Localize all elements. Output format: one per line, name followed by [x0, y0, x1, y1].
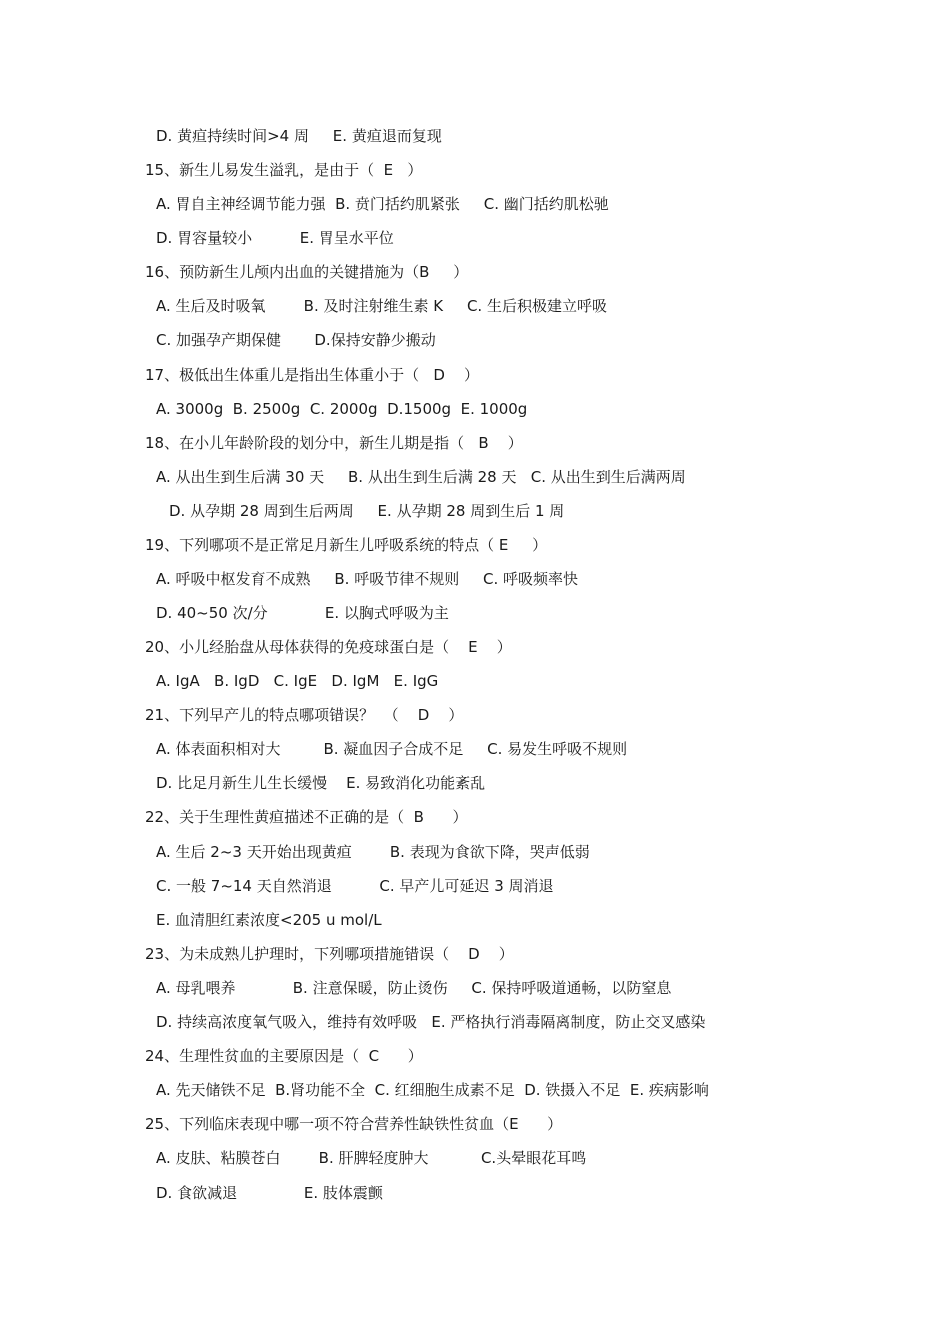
option-line: A. 3000g B. 2500g C. 2000g D.1500g E. 1000g — [156, 400, 528, 418]
option-line: A. 胃自主神经调节能力强 B. 贲门括约肌紧张 C. 幽门括约肌松驰 — [156, 195, 609, 213]
option-line: A. 先天储铁不足 B.肾功能不全 C. 红细胞生成素不足 D. 铁摄入不足 E. 疾病影响 — [156, 1081, 709, 1099]
option-line: D. 持续高浓度氧气吸入，维持有效呼吸 E. 严格执行消毒隔离制度，防止交叉感染 — [156, 1013, 706, 1031]
option-line: A. 呼吸中枢发育不成熟 B. 呼吸节律不规则 C. 呼吸频率快 — [156, 570, 579, 588]
option-line: D. 胃容量较小 E. 胃呈水平位 — [156, 229, 394, 247]
option-line: D. 食欲减退 E. 肢体震颤 — [156, 1184, 383, 1202]
option-line: A. 生后 2~3 天开始出现黄疸 B. 表现为食欲下降，哭声低弱 — [156, 843, 590, 861]
question-line: 20、小儿经胎盘从母体获得的免疫球蛋白是（ E ） — [145, 638, 512, 656]
option-line: D. 40~50 次/分 E. 以胸式呼吸为主 — [156, 604, 449, 622]
question-line: 23、为未成熟儿护理时，下列哪项措施错误（ D ） — [145, 945, 514, 963]
question-line: 22、关于生理性黄疸描述不正确的是（ B ） — [145, 808, 468, 826]
question-line: 24、生理性贫血的主要原因是（ C ） — [145, 1047, 423, 1065]
option-line: E. 血清胆红素浓度<205 u mol/L — [156, 911, 382, 929]
option-line: D. 比足月新生儿生长缓慢 E. 易致消化功能紊乱 — [156, 774, 486, 792]
question-line: 21、下列早产儿的特点哪项错误？ （ D ） — [145, 706, 464, 724]
option-line: C. 一般 7~14 天自然消退 C. 早产儿可延迟 3 周消退 — [156, 877, 554, 895]
question-line: 18、在小儿年龄阶段的划分中，新生儿期是指（ B ） — [145, 434, 523, 452]
option-line: C. 加强孕产期保健 D.保持安静少搬动 — [156, 331, 436, 349]
question-line: 19、下列哪项不是正常足月新生儿呼吸系统的特点（ E ） — [145, 536, 548, 554]
question-line: 16、预防新生儿颅内出血的关键措施为（B ） — [145, 263, 469, 281]
question-line: 17、极低出生体重儿是指出生体重小于（ D ） — [145, 366, 480, 384]
option-line: A. 从出生到生后满 30 天 B. 从出生到生后满 28 天 C. 从出生到生后满两周 — [156, 468, 686, 486]
option-line: A. 皮肤、粘膜苍白 B. 肝脾轻度肿大 C.头晕眼花耳鸣 — [156, 1149, 587, 1167]
question-line: 25、下列临床表现中哪一项不符合营养性缺铁性贫血（E ） — [145, 1115, 563, 1133]
question-line: 15、新生儿易发生溢乳，是由于（ E ） — [145, 161, 423, 179]
option-line: D. 黄疸持续时间>4 周 E. 黄疸退而复现 — [156, 127, 442, 145]
option-line: A. IgA B. IgD C. IgE D. IgM E. IgG — [156, 672, 439, 690]
option-line: A. 生后及时吸氧 B. 及时注射维生素 K C. 生后积极建立呼吸 — [156, 297, 607, 315]
option-line: A. 母乳喂养 B. 注意保暖，防止烫伤 C. 保持呼吸道通畅，以防窒息 — [156, 979, 672, 997]
option-line: A. 体表面积相对大 B. 凝血因子合成不足 C. 易发生呼吸不规则 — [156, 740, 628, 758]
option-line: D. 从孕期 28 周到生后两周 E. 从孕期 28 周到生后 1 周 — [169, 502, 565, 520]
